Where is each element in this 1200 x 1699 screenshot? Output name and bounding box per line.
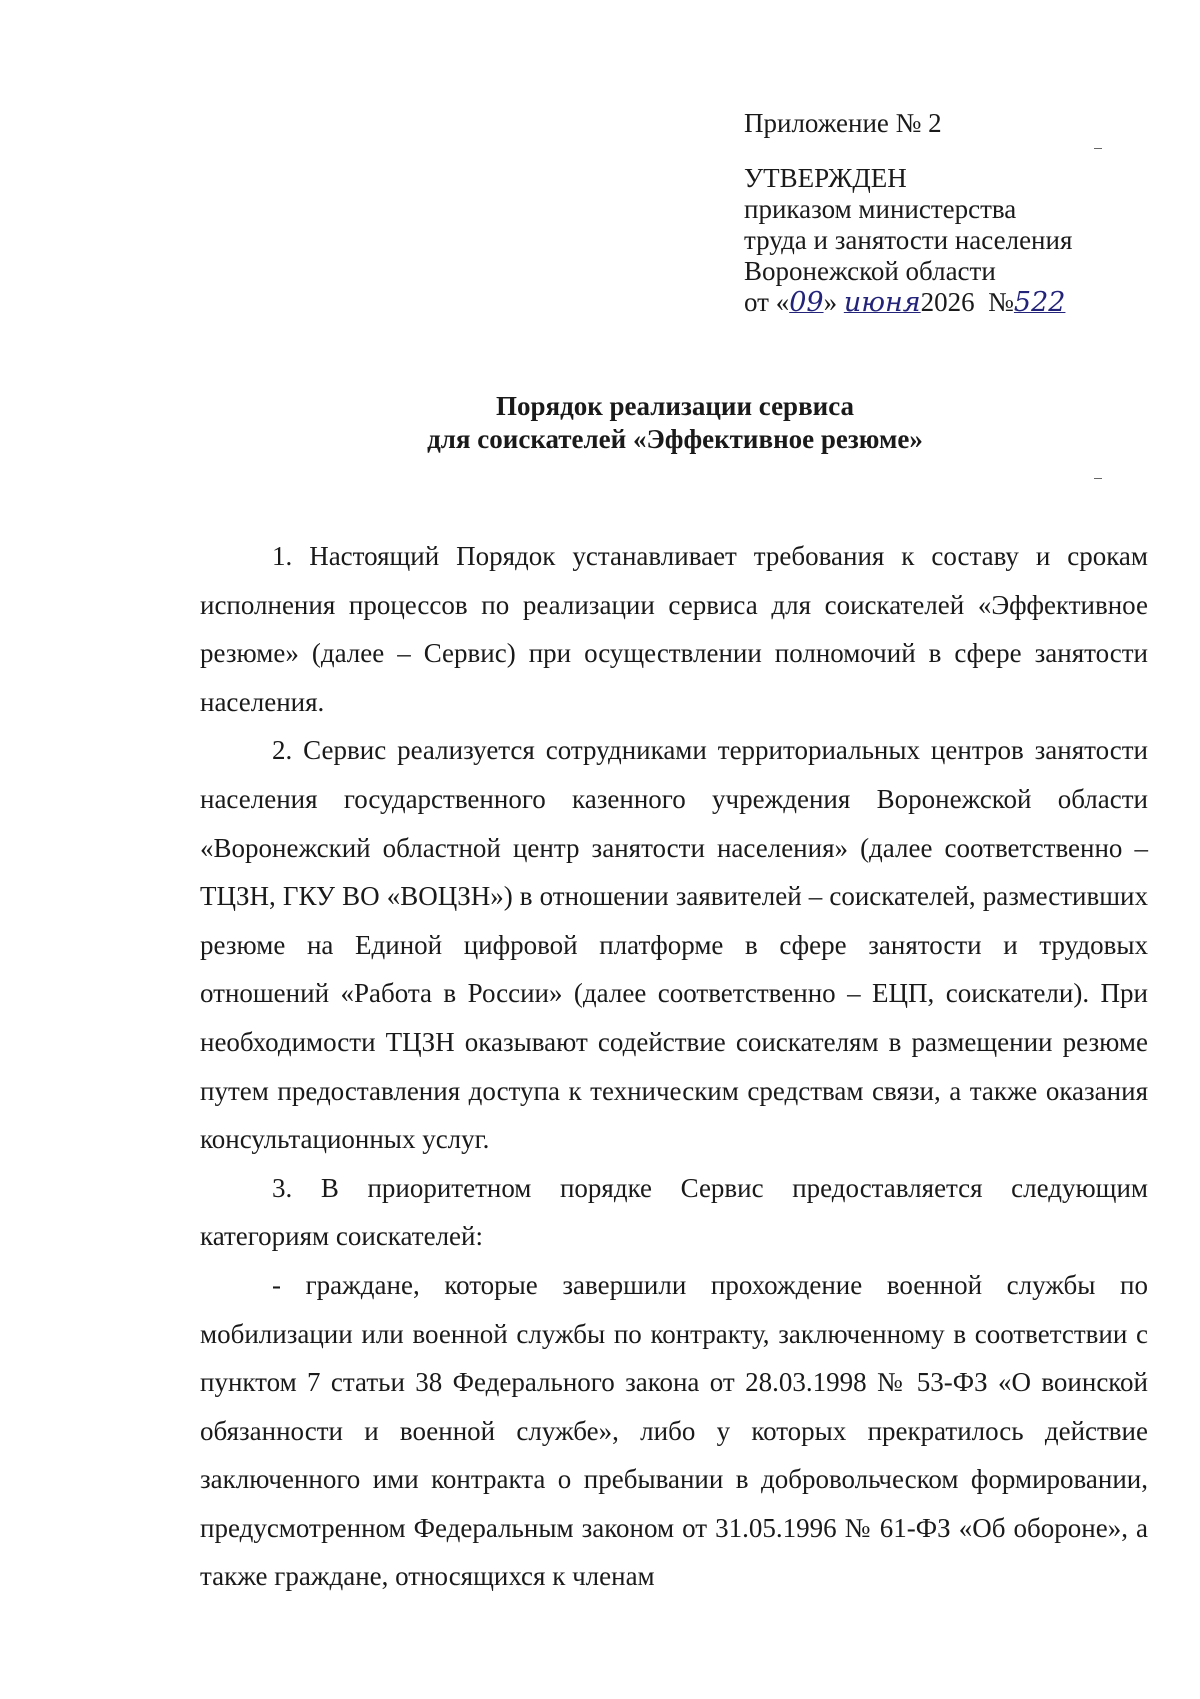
paragraph-3: 3. В приоритетном порядке Сервис предоставляется следующим категориям соискателей: <box>200 1172 1148 1252</box>
title-line-2: для соискателей «Эффективное резюме» <box>427 424 923 454</box>
date-mid: » <box>823 287 838 317</box>
handwritten-day: 09 <box>789 287 824 318</box>
document-body <box>200 532 1148 1601</box>
document-title <box>200 390 1150 456</box>
scan-mark <box>1094 148 1102 149</box>
approval-line-1: приказом министерства <box>744 194 1017 224</box>
appendix-label: Приложение № 2 <box>744 108 942 138</box>
handwritten-number: 522 <box>1013 287 1066 318</box>
paragraph-4: - граждане, которые завершили прохождение военной службы по мобилизации или военной службы по контракту, заключенному в соответствии с пунктом 7 статьи 38 Федерального закона от 28.03.1998 № 53-ФЗ «О воинской обязанности и военной службе», либо у которых прекратилось действие заключенного ими контракта о пребывании в добровольческом формировании, предусмотренном Федеральным законом от 31.05.1996 № 61-ФЗ «Об обороне», а также граждане, относящихся к членам <box>200 1269 1148 1592</box>
title-line-1: Порядок реализации сервиса <box>495 391 855 421</box>
approval-block <box>744 108 1164 318</box>
approved-heading: УТВЕРЖДЕН <box>744 163 907 193</box>
handwritten-month: июня <box>843 287 921 318</box>
number-prefix: № <box>988 287 1014 317</box>
approval-line-3: Воронежской области <box>744 256 996 286</box>
approval-line-2: труда и занятости населения <box>744 225 1073 255</box>
paragraph-2: 2. Сервис реализуется сотрудниками территориальных центров занятости населения государственного казенного учреждения Воронежской области «Воронежский областной центр занятости населения» (далее соответственно – ТЦЗН, ГКУ ВО «ВОЦЗН») в отношении заявителей – соискателей, разместивших резюме на Единой цифровой платформе в сфере занятости и трудовых отношений «Работа в России» (далее соответственно – ЕЦП, соискатели). При необходимости ТЦЗН оказывают содействие соискателям в размещении резюме путем предоставления доступа к техническим средствам связи, а также оказания консультационных услуг. <box>200 735 1148 1155</box>
paragraph-1: 1. Настоящий Порядок устанавливает требования к составу и срокам исполнения процессов по реализации сервиса для соискателей «Эффективное резюме» (далее – Сервис) при осуществлении полномочий в сфере занятости населения. <box>200 541 1148 717</box>
date-year: 2026 <box>920 287 975 317</box>
approval-date-line <box>744 287 1164 318</box>
scan-mark <box>1094 478 1102 479</box>
date-prefix: от « <box>744 287 790 317</box>
